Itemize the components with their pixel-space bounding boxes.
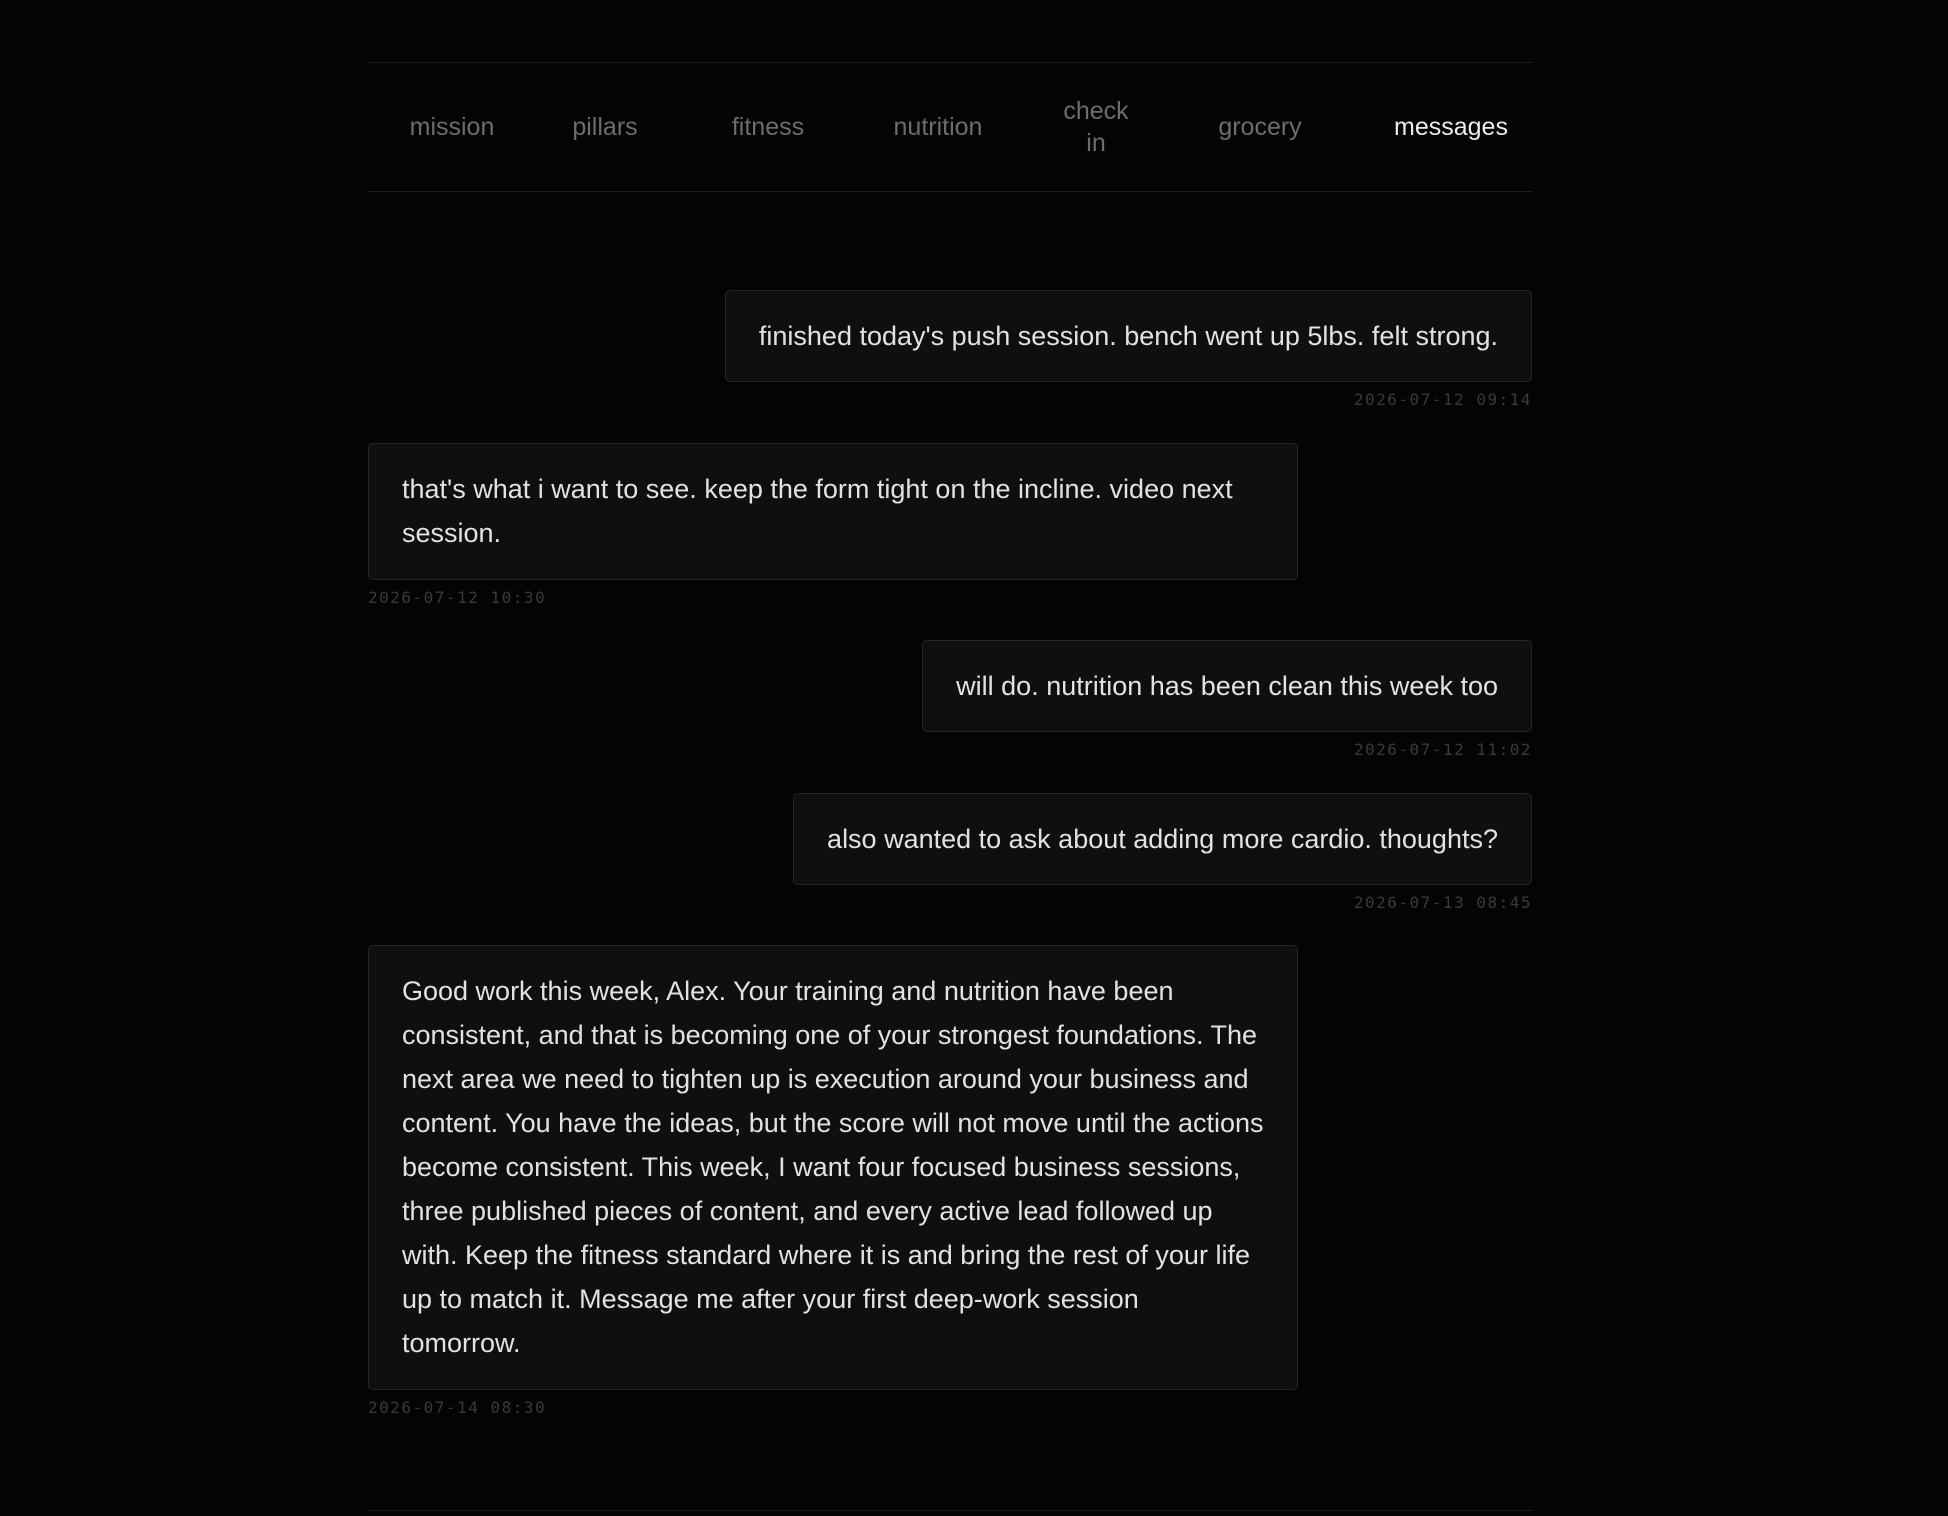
nav-item-fitness[interactable]: fitness — [731, 113, 805, 141]
app-container — [368, 0, 1532, 1516]
message-timestamp: 2026-07-12 09:14 — [1353, 390, 1532, 409]
message-timestamp: 2026-07-12 11:02 — [1353, 740, 1532, 759]
nav-item-messages[interactable]: messages — [1394, 113, 1508, 141]
message-bubble-sent: will do. nutrition has been clean this week too — [922, 640, 1532, 732]
message-item — [368, 443, 1298, 608]
nav-item-check-in[interactable]: check in — [1063, 97, 1129, 157]
message-item — [793, 793, 1532, 913]
message-bubble-sent: finished today's push session. bench went up 5lbs. felt strong. — [725, 290, 1532, 382]
message-item — [725, 290, 1532, 410]
nav-item-pillars[interactable]: pillars — [572, 113, 638, 141]
message-bubble-sent: also wanted to ask about adding more cardio. thoughts? — [793, 793, 1532, 885]
message-timestamp: 2026-07-13 08:45 — [1353, 893, 1532, 912]
nav-item-mission[interactable]: mission — [409, 113, 495, 141]
nav-item-grocery[interactable]: grocery — [1218, 113, 1302, 141]
message-bubble-received: Good work this week, Alex. Your training and nutrition have been consistent, and that is becoming one of your strongest foundations. The next area we need to tighten up is execution around your business and content. You have the ideas, but the score will not move until the actions become consistent. This week, I want four focused business sessions, three published pieces of content, and every active lead followed up with. Keep the fitness standard where it is and bring the rest of your life up to match it. Message me after your first deep-work session tomorrow. — [368, 945, 1298, 1390]
nav-item-nutrition[interactable]: nutrition — [893, 113, 983, 141]
bottom-divider — [368, 1510, 1532, 1511]
top-nav — [368, 62, 1532, 192]
message-timestamp: 2026-07-14 08:30 — [368, 1398, 547, 1417]
message-timestamp: 2026-07-12 10:30 — [368, 588, 547, 607]
message-item — [368, 945, 1298, 1418]
message-bubble-received: that's what i want to see. keep the form tight on the incline. video next session. — [368, 443, 1298, 580]
message-item — [922, 640, 1532, 760]
